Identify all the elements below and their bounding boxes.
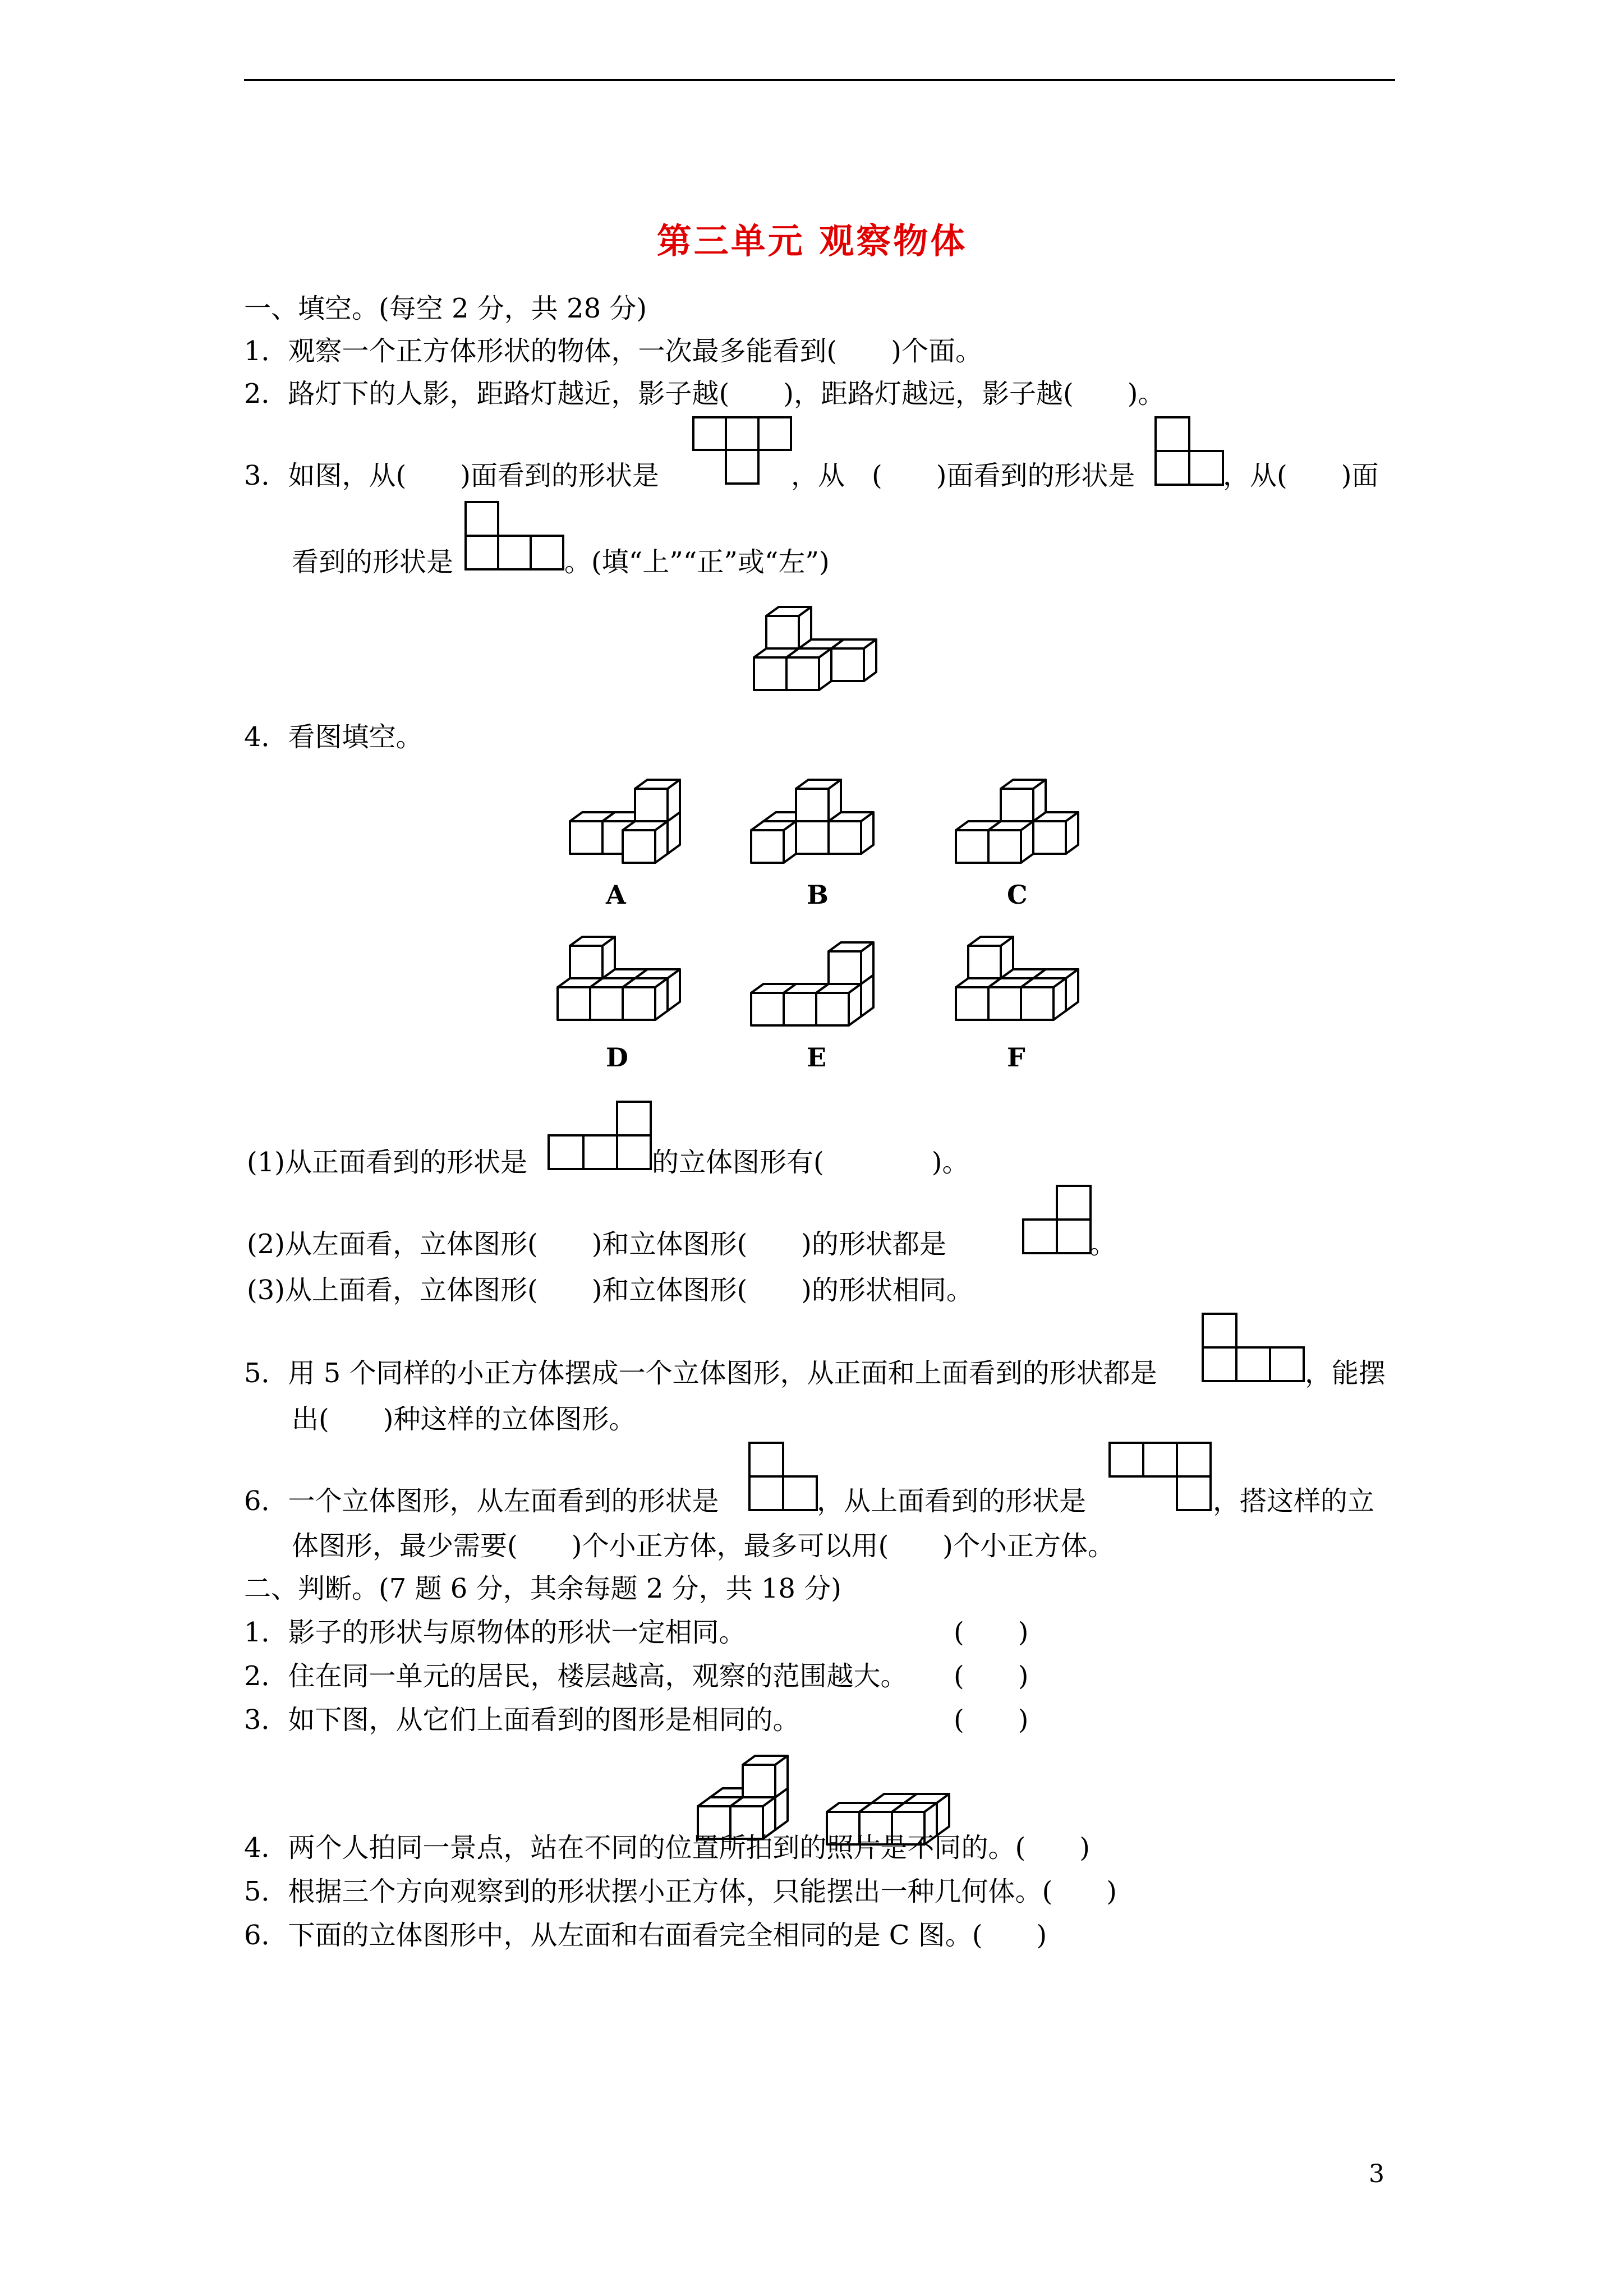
cube-face xyxy=(829,951,861,984)
cube-face xyxy=(796,789,829,821)
question-5-line1-a: 5．用 5 个同样的小正方体摆成一个立体图形，从正面和上面看到的形状都是 xyxy=(244,1358,1157,1389)
cube-face xyxy=(754,657,786,690)
question-5-line1-b: ，能摆 xyxy=(1305,1358,1386,1389)
cube-face xyxy=(623,987,655,1020)
question-6-line2: 体图形，最少需要( )个小正方体，最多可以用( )个小正方体。 xyxy=(292,1530,1115,1562)
q3-cube-figure xyxy=(752,596,886,697)
label-c: C xyxy=(1007,880,1028,910)
cube-face xyxy=(623,830,655,863)
cube-face xyxy=(570,821,602,854)
q4-sub1-b: 的立体图形有( )。 xyxy=(652,1147,969,1178)
label-a: A xyxy=(606,880,626,910)
q4-figure-c xyxy=(954,769,1077,869)
q6-left-view xyxy=(748,1442,818,1511)
q3-view-2 xyxy=(1154,416,1224,486)
q4-sub1-a: (1)从正面看到的形状是 xyxy=(247,1147,527,1178)
question-1: 1．观察一个正方体形状的物体，一次最多能看到( )个面。 xyxy=(244,335,982,367)
judge-3: 3．如下图，从它们上面看到的图形是相同的。 xyxy=(244,1704,800,1736)
cube-face xyxy=(968,946,1001,978)
cube-face xyxy=(743,1765,775,1797)
judge-1-bracket: ( ) xyxy=(954,1617,1029,1648)
cube-face xyxy=(786,657,819,690)
judge-3-figure-left xyxy=(696,1745,819,1834)
cube-face xyxy=(751,993,784,1025)
label-b: B xyxy=(807,880,829,910)
cube-face xyxy=(558,987,590,1020)
q5-view xyxy=(1202,1313,1306,1382)
cube-face xyxy=(1021,987,1053,1020)
q4-figure-e xyxy=(749,931,884,1032)
page-title: 第三单元 观察物体 xyxy=(656,220,968,261)
label-d: D xyxy=(606,1042,628,1073)
question-6-line1-b: ，从上面看到的形状是 xyxy=(817,1485,1087,1517)
label-f: F xyxy=(1007,1042,1025,1073)
judge-6: 6．下面的立体图形中，从左面和右面看完全相同的是 C 图。( ) xyxy=(244,1920,1047,1951)
q4-figure-d xyxy=(555,926,679,1032)
question-3-part-d: 看到的形状是 xyxy=(292,546,454,578)
question-4-heading: 4．看图填空。 xyxy=(244,721,423,753)
q4-sub3: (3)从上面看，立体图形( )和立体图形( )的形状相同。 xyxy=(247,1274,973,1306)
question-3-part-b: ，从 ( )面看到的形状是 xyxy=(791,460,1135,491)
question-3-part-a: 3．如图，从( )面看到的形状是 xyxy=(244,460,659,491)
q4-sub1-view xyxy=(548,1101,654,1170)
cube-face xyxy=(988,830,1021,863)
cube-face xyxy=(784,993,816,1025)
cube-face xyxy=(796,821,829,854)
cube-face xyxy=(1001,789,1033,821)
cube-face xyxy=(816,993,849,1025)
question-5-line2: 出( )种这样的立体图形。 xyxy=(292,1404,636,1435)
cube-face xyxy=(1033,821,1066,854)
page-number: 3 xyxy=(1369,2160,1384,2188)
section2-heading: 二、判断。(7 题 6 分，其余每题 2 分，共 18 分) xyxy=(244,1573,841,1604)
cube-face xyxy=(988,987,1021,1020)
q4-sub2-b: 。 xyxy=(1089,1228,1117,1260)
label-e: E xyxy=(807,1042,827,1073)
cube-face xyxy=(956,830,988,863)
q4-figure-a xyxy=(555,769,679,869)
judge-2: 2．住在同一单元的居民，楼层越高，观察的范围越大。 xyxy=(244,1660,908,1692)
q3-view-3 xyxy=(464,501,565,570)
judge-3-figure-right xyxy=(825,1750,959,1840)
q4-sub2-view xyxy=(1022,1185,1092,1254)
judge-4: 4．两个人拍同一景点，站在不同的位置所拍到的照片是不同的。( ) xyxy=(244,1832,1090,1864)
cube-face xyxy=(829,821,861,854)
question-3-part-e: 。(填“上”“正”或“左”) xyxy=(564,546,830,578)
section1-heading: 一、填空。(每空 2 分，共 28 分) xyxy=(244,293,647,324)
cube-face xyxy=(570,946,602,978)
cube-face xyxy=(590,987,623,1020)
q4-figure-f xyxy=(954,926,1077,1032)
q4-figure-b xyxy=(749,769,872,869)
cube-face xyxy=(766,616,799,648)
cube-face xyxy=(831,648,864,681)
judge-3-bracket: ( ) xyxy=(954,1704,1029,1736)
header-rule xyxy=(244,79,1395,81)
judge-1: 1．影子的形状与原物体的形状一定相同。 xyxy=(244,1617,746,1648)
q3-view-1 xyxy=(692,416,793,486)
question-3-part-c: ，从( )面 xyxy=(1223,460,1379,491)
question-6-line1-c: ，搭这样的立 xyxy=(1213,1485,1375,1517)
cube-face xyxy=(635,789,668,821)
judge-2-bracket: ( ) xyxy=(954,1660,1029,1692)
q6-top-view xyxy=(1108,1442,1213,1511)
q4-sub2-a: (2)从左面看，立体图形( )和立体图形( )的形状都是 xyxy=(247,1228,946,1260)
cube-face xyxy=(956,987,988,1020)
question-6-line1-a: 6．一个立体图形，从左面看到的形状是 xyxy=(244,1485,719,1517)
cube-face xyxy=(751,830,784,863)
judge-5: 5．根据三个方向观察到的形状摆小正方体，只能摆出一种几何体。( ) xyxy=(244,1876,1117,1907)
question-2: 2．路灯下的人影，距路灯越近，影子越( )，距路灯越远，影子越( )。 xyxy=(244,378,1165,409)
